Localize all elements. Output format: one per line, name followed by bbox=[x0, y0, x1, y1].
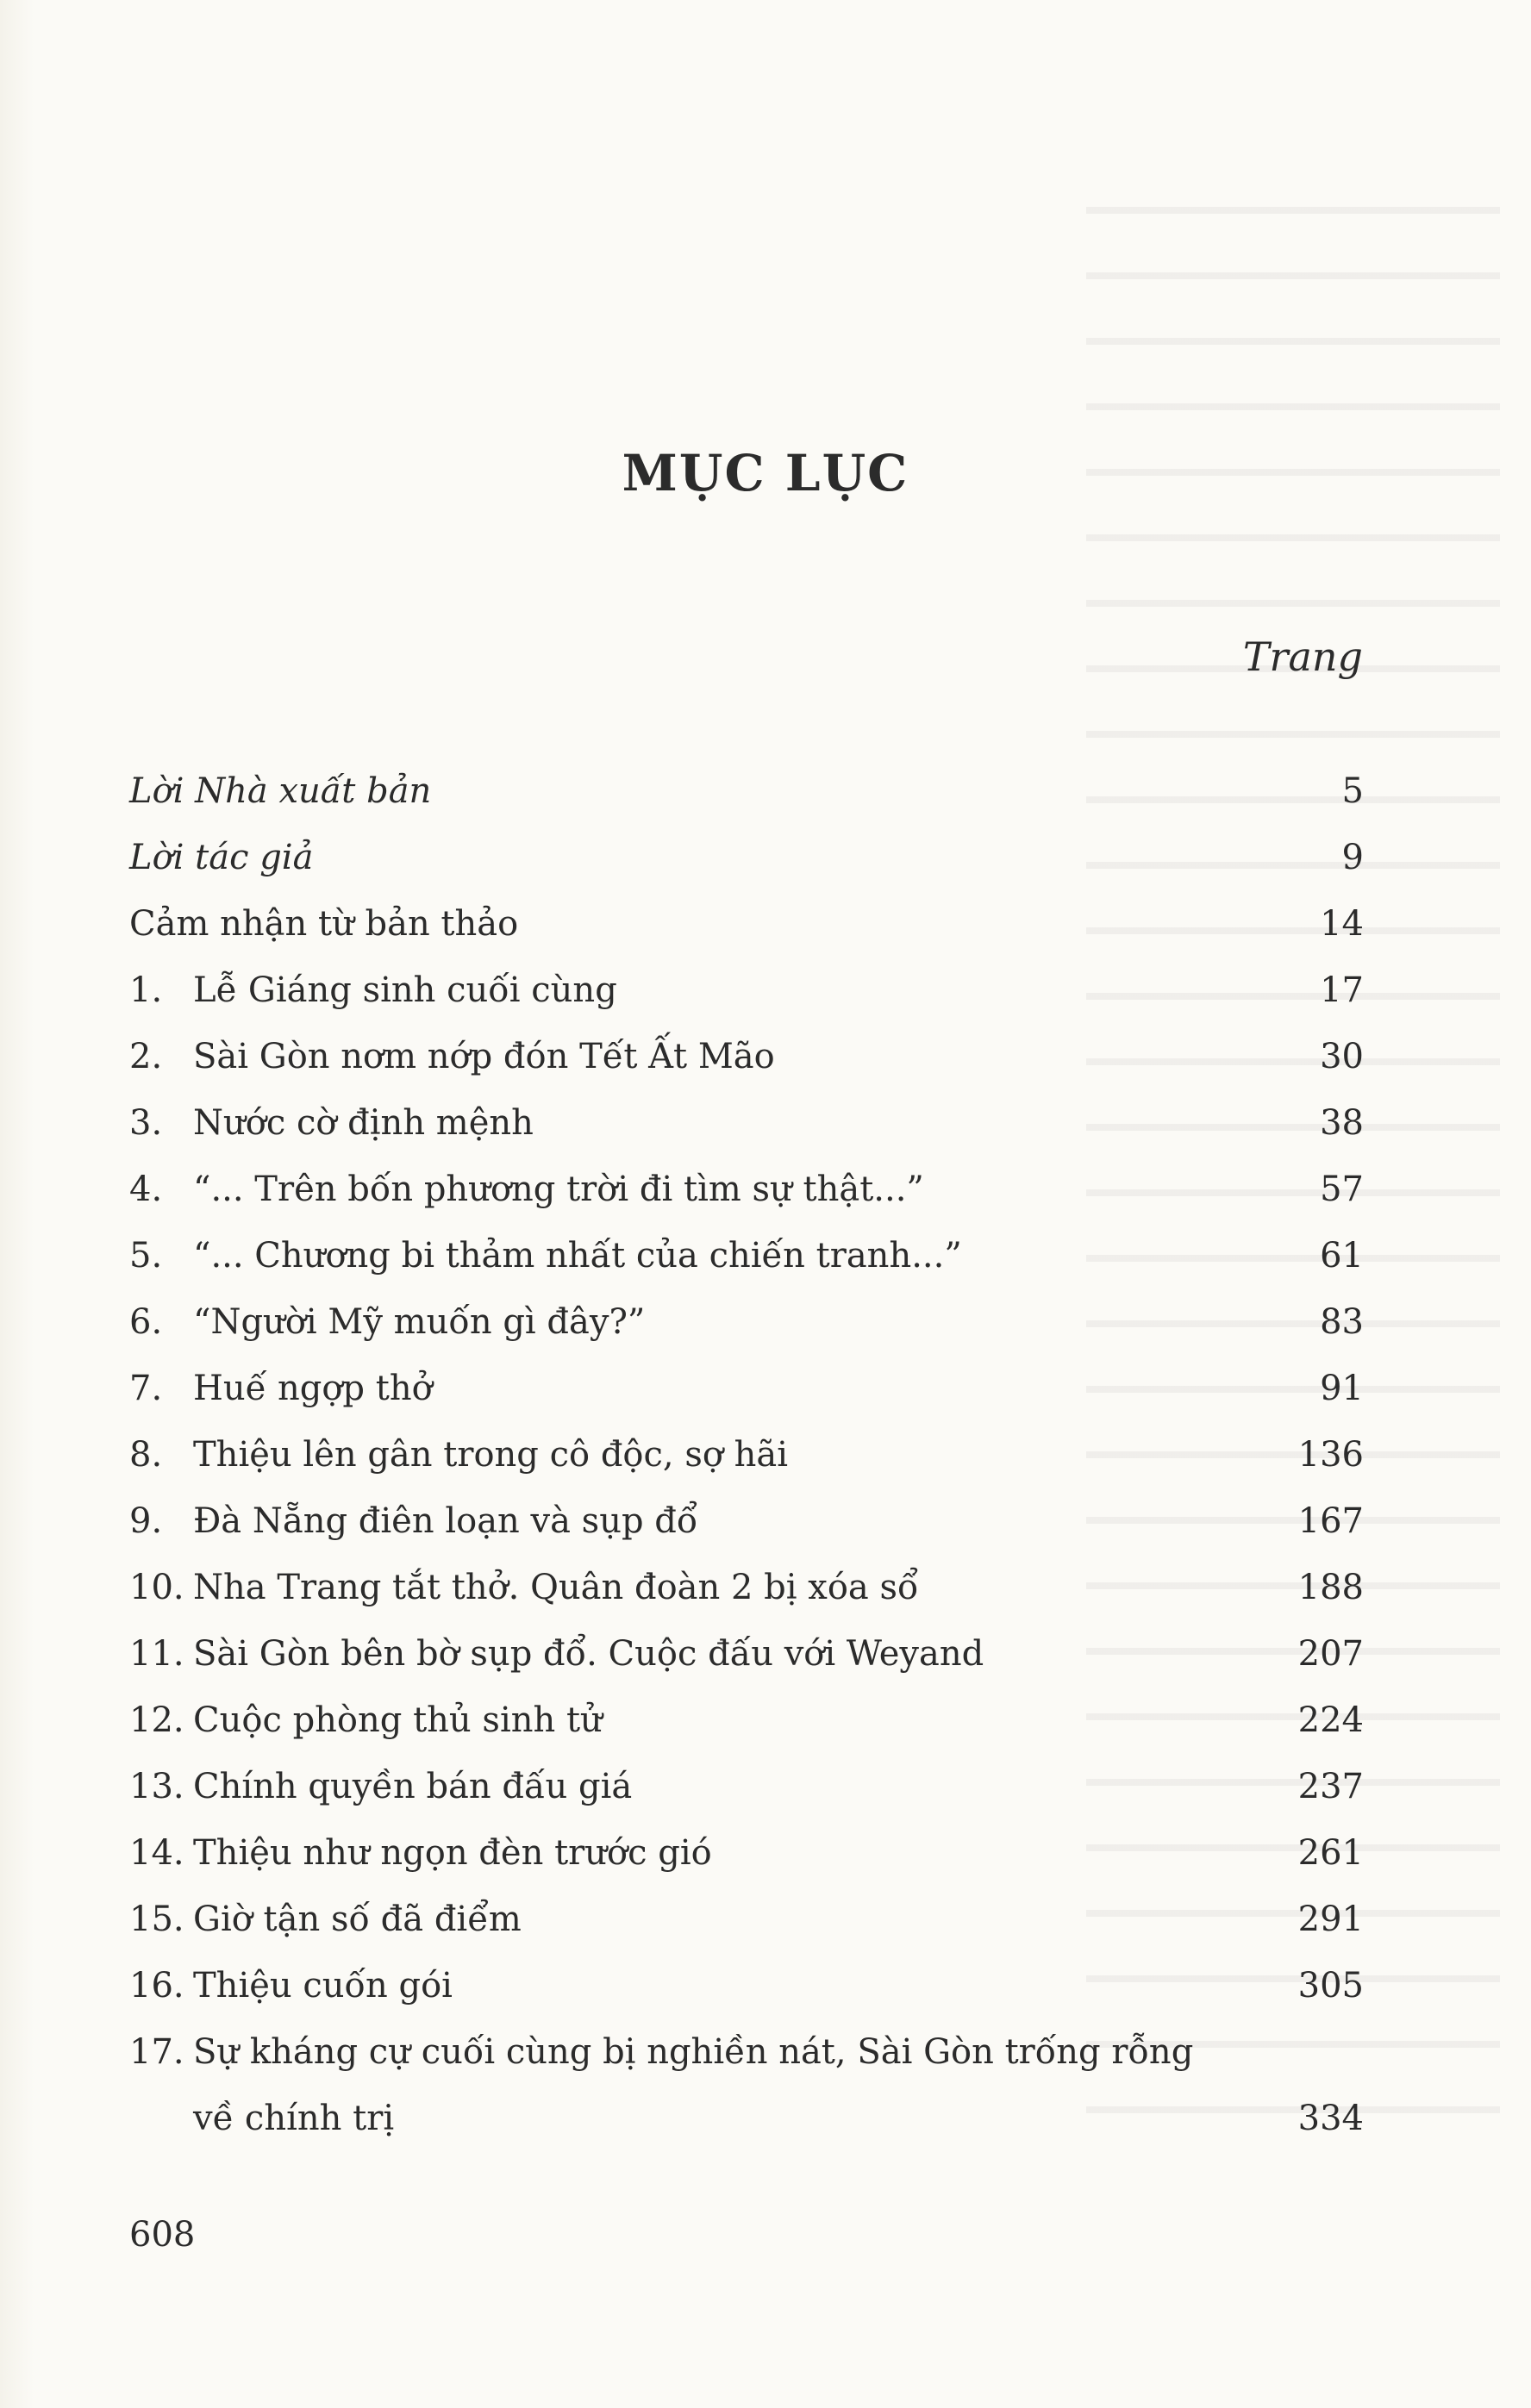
toc-entry-title bbox=[193, 1887, 1252, 1953]
toc-entry-number: 13. bbox=[129, 1767, 184, 1806]
toc-entry-title-line: Đà Nẵng điên loạn và sụp đổ bbox=[193, 1501, 698, 1541]
toc-entry-number: 14. bbox=[129, 1833, 184, 1873]
toc-entry-title-line: Thiệu như ngọn đèn trước gió bbox=[193, 1833, 712, 1873]
toc-entry bbox=[129, 1555, 1364, 1621]
toc-entry-title bbox=[193, 1687, 1252, 1754]
toc-entry-number: 15. bbox=[129, 1900, 184, 1939]
toc-entry-text bbox=[129, 1887, 1252, 1953]
toc-entry-text bbox=[129, 825, 1252, 891]
toc-entry-page: 188 bbox=[1297, 1568, 1364, 1607]
toc-entry-title bbox=[193, 1621, 1252, 1687]
toc-entry bbox=[129, 1422, 1364, 1488]
toc-entry-number: 16. bbox=[129, 1966, 184, 2006]
toc-entry-title-line: Thiệu lên gân trong cô độc, sợ hãi bbox=[193, 1435, 789, 1475]
toc-entry-title-line: Thiệu cuốn gói bbox=[193, 1966, 453, 2006]
toc-entry bbox=[129, 1754, 1364, 1820]
toc-entry bbox=[129, 758, 1364, 825]
toc-entry-title bbox=[129, 825, 1252, 891]
toc-entry bbox=[129, 1621, 1364, 1687]
toc-entry-text bbox=[129, 2019, 1252, 2152]
toc-entry-page: 237 bbox=[1297, 1767, 1364, 1806]
toc-entry-page: 91 bbox=[1320, 1369, 1364, 1408]
toc-entry bbox=[129, 958, 1364, 1024]
toc-entry-text bbox=[129, 1356, 1252, 1422]
toc-entry-text bbox=[129, 958, 1252, 1024]
toc-entry-title-line: Nha Trang tắt thở. Quân đoàn 2 bị xóa sổ bbox=[193, 1568, 919, 1607]
toc-entry-number: 12. bbox=[129, 1700, 184, 1740]
toc-entry-title-line: Huế ngợp thở bbox=[193, 1369, 433, 1408]
toc-entry-page: 291 bbox=[1297, 1900, 1364, 1939]
toc-entry-number: 6. bbox=[129, 1302, 163, 1342]
toc-entry bbox=[129, 891, 1364, 958]
toc-entry-title bbox=[193, 1422, 1252, 1488]
toc-entry-title bbox=[193, 1555, 1252, 1621]
toc-entry-number: 8. bbox=[129, 1435, 163, 1475]
toc-entry-title-line: Sự kháng cự cuối cùng bị nghiền nát, Sài Gòn trống rỗng bbox=[193, 2032, 1194, 2072]
toc-entry-title-continuation: về chính trị bbox=[193, 2099, 395, 2138]
toc-entry-text bbox=[129, 1157, 1252, 1223]
toc-entry bbox=[129, 1090, 1364, 1157]
toc-entry-title bbox=[193, 2019, 1252, 2152]
toc-entry-page: 14 bbox=[1320, 904, 1364, 944]
toc-entry-title bbox=[193, 1223, 1252, 1289]
page-title: MỤC LỤC bbox=[622, 444, 909, 502]
toc-entry-number: 2. bbox=[129, 1037, 163, 1076]
toc-entry-page: 334 bbox=[1297, 2099, 1364, 2138]
toc-entry-text bbox=[129, 758, 1252, 825]
toc-entry-title bbox=[193, 1488, 1252, 1555]
toc-entry-text bbox=[129, 1754, 1252, 1820]
toc-entry-text bbox=[129, 1555, 1252, 1621]
toc-entry-title bbox=[193, 1754, 1252, 1820]
toc-entry-page: 83 bbox=[1320, 1302, 1364, 1342]
toc-entry-page: 224 bbox=[1297, 1700, 1364, 1740]
toc-entry-page: 61 bbox=[1320, 1236, 1364, 1276]
toc-entry-title bbox=[193, 1953, 1252, 2019]
toc-entry bbox=[129, 1488, 1364, 1555]
page-column-header: Trang bbox=[1242, 633, 1363, 680]
toc-entry-text bbox=[129, 1687, 1252, 1754]
toc-entry bbox=[129, 1687, 1364, 1754]
toc-entry-text bbox=[129, 1820, 1252, 1887]
toc-entry-page: 5 bbox=[1341, 771, 1364, 811]
toc-entry-title-line: Sài Gòn bên bờ sụp đổ. Cuộc đấu với Weyand bbox=[193, 1634, 984, 1674]
toc-entry-page: 167 bbox=[1297, 1501, 1364, 1541]
toc-entry-number: 4. bbox=[129, 1170, 163, 1209]
toc-entry-number: 10. bbox=[129, 1568, 184, 1607]
toc-entry-title bbox=[129, 758, 1252, 825]
toc-entry-text bbox=[129, 1090, 1252, 1157]
toc-entry-page: 9 bbox=[1341, 838, 1364, 877]
toc-entry bbox=[129, 1289, 1364, 1356]
toc-entry-number: 3. bbox=[129, 1103, 163, 1143]
toc-entry bbox=[129, 1887, 1364, 1953]
toc-entry-title-line: Lời Nhà xuất bản bbox=[129, 771, 432, 811]
toc-entry bbox=[129, 1157, 1364, 1223]
toc-entry-number: 7. bbox=[129, 1369, 163, 1408]
toc-entry bbox=[129, 825, 1364, 891]
toc-entry-page: 17 bbox=[1320, 970, 1364, 1010]
toc-entry-text bbox=[129, 1953, 1252, 2019]
toc-entry bbox=[129, 2019, 1364, 2152]
toc-entry-page: 30 bbox=[1320, 1037, 1364, 1076]
toc-entry-title-line: Nước cờ định mệnh bbox=[193, 1103, 534, 1143]
toc-entry-title-line: “Người Mỹ muốn gì đây?” bbox=[193, 1302, 646, 1342]
toc-entry bbox=[129, 1024, 1364, 1090]
toc-entry-number: 5. bbox=[129, 1236, 163, 1276]
toc-entry-page: 136 bbox=[1297, 1435, 1364, 1475]
toc-entry-text bbox=[129, 1422, 1252, 1488]
toc-entry-title bbox=[193, 1024, 1252, 1090]
toc-entry-number: 11. bbox=[129, 1634, 184, 1674]
toc-entry-text bbox=[129, 1289, 1252, 1356]
toc-entry-title-line: Lời tác giả bbox=[129, 838, 314, 877]
toc-entry-text bbox=[129, 1223, 1252, 1289]
toc-entry-page: 38 bbox=[1320, 1103, 1364, 1143]
toc-entry bbox=[129, 1953, 1364, 2019]
toc-entry bbox=[129, 1356, 1364, 1422]
toc-entry-title-line: “... Trên bốn phương trời đi tìm sự thật...” bbox=[193, 1170, 924, 1209]
toc-entry-text bbox=[129, 1621, 1252, 1687]
toc-entry-title-line: Cảm nhận từ bản thảo bbox=[129, 904, 519, 944]
page-number: 608 bbox=[129, 2215, 196, 2255]
toc-entry-page: 57 bbox=[1320, 1170, 1364, 1209]
toc-entry-title bbox=[193, 1356, 1252, 1422]
toc-entry-title-line: Giờ tận số đã điểm bbox=[193, 1900, 522, 1939]
toc-entry-number: 9. bbox=[129, 1501, 163, 1541]
toc-entry-title bbox=[193, 1820, 1252, 1887]
toc-entry-title bbox=[193, 1090, 1252, 1157]
toc-entry-title bbox=[193, 1289, 1252, 1356]
toc-entry-title-line: Lễ Giáng sinh cuối cùng bbox=[193, 970, 617, 1010]
toc-entry bbox=[129, 1820, 1364, 1887]
toc-entry-page: 207 bbox=[1297, 1634, 1364, 1674]
toc-entry-number: 1. bbox=[129, 970, 163, 1010]
toc-entry-page: 305 bbox=[1297, 1966, 1364, 2006]
toc-entry-text bbox=[129, 1024, 1252, 1090]
toc-entry-title bbox=[193, 958, 1252, 1024]
toc-entry-text bbox=[129, 1488, 1252, 1555]
toc-entry-title-line: Cuộc phòng thủ sinh tử bbox=[193, 1700, 603, 1740]
toc-entry-title-line: “... Chương bi thảm nhất của chiến tranh...” bbox=[193, 1236, 962, 1276]
toc-entry-text bbox=[129, 891, 1252, 958]
toc-entry-page: 261 bbox=[1297, 1833, 1364, 1873]
toc-entry-title-line: Sài Gòn nơm nớp đón Tết Ất Mão bbox=[193, 1037, 775, 1076]
toc-entry-title bbox=[193, 1157, 1252, 1223]
toc-entry bbox=[129, 1223, 1364, 1289]
toc-entry-number: 17. bbox=[129, 2032, 184, 2072]
toc-entry-title bbox=[129, 891, 1252, 958]
table-of-contents bbox=[129, 758, 1364, 2152]
toc-entry-title-line: Chính quyền bán đấu giá bbox=[193, 1767, 633, 1806]
